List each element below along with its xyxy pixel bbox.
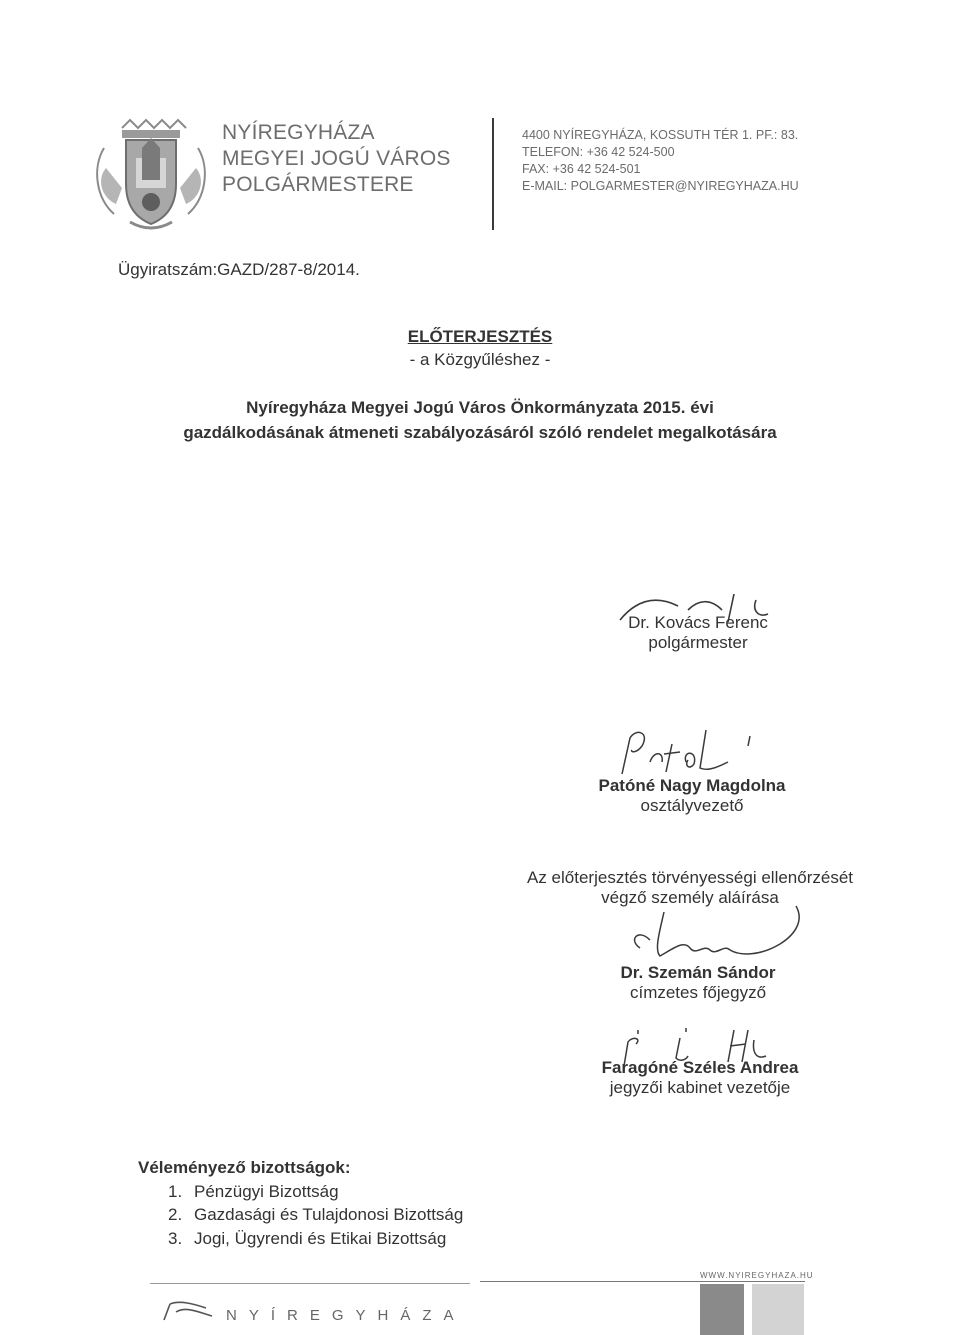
footer-color-block bbox=[700, 1284, 744, 1335]
issuer-line: MEGYEI JOGÚ VÁROS bbox=[222, 147, 451, 170]
committee-item bbox=[138, 1203, 463, 1227]
issuer-line: POLGÁRMESTERE bbox=[222, 173, 414, 196]
signatory-name: Dr. Szemán Sándor bbox=[620, 963, 776, 982]
handwritten-signature bbox=[620, 900, 820, 964]
coat-of-arms bbox=[92, 118, 210, 236]
address-line: 4400 NYÍREGYHÁZA, KOSSUTH TÉR 1. PF.: 83. bbox=[522, 128, 799, 142]
signatory-chief-notary bbox=[538, 963, 858, 1003]
signatory-mayor bbox=[538, 613, 858, 653]
footer-logo-icon bbox=[160, 1298, 216, 1322]
footer-color-block bbox=[752, 1284, 804, 1335]
footer-city-name: NYÍREGYHÁZA bbox=[226, 1307, 466, 1324]
legal-check-line: Az előterjesztés törvényességi ellenőrzését bbox=[527, 868, 853, 887]
signatory-role: polgármester bbox=[648, 633, 748, 652]
signatory-name: Dr. Kovács Ferenc bbox=[628, 613, 768, 632]
subject-line-1: Nyíregyháza Megyei Jogú Város Önkormányzata 2015. évi bbox=[246, 398, 714, 417]
fax-line: FAX: +36 42 524-501 bbox=[522, 162, 641, 176]
subject-line-2: gazdálkodásának átmeneti szabályozásáról szóló rendelet megalkotására bbox=[183, 423, 777, 442]
signatory-name: Faragóné Széles Andrea bbox=[601, 1058, 799, 1077]
phone-line: TELEFON: +36 42 524-500 bbox=[522, 145, 675, 159]
signatory-role: jegyzői kabinet vezetője bbox=[609, 1078, 791, 1097]
legal-check-line: végző személy aláírása bbox=[601, 888, 779, 907]
committees-heading: Véleményező bizottságok: bbox=[138, 1158, 351, 1177]
footer-rule bbox=[150, 1283, 470, 1284]
contact-block bbox=[522, 127, 799, 195]
signatory-department-head bbox=[532, 776, 852, 816]
committee-number: 1. bbox=[168, 1181, 183, 1201]
document-subtitle: - a Közgyűléshez - bbox=[409, 350, 551, 369]
reviewing-committees bbox=[138, 1156, 463, 1250]
footer-rule bbox=[480, 1281, 805, 1282]
issuer-line: NYÍREGYHÁZA bbox=[222, 121, 375, 144]
signatory-cabinet-head bbox=[540, 1058, 860, 1098]
email-line: E-MAIL: POLGARMESTER@NYIREGYHAZA.HU bbox=[522, 179, 799, 193]
header-divider bbox=[492, 118, 494, 230]
handwritten-signature bbox=[610, 722, 770, 778]
document-title: ELŐTERJESZTÉS bbox=[407, 327, 553, 346]
file-number: Ügyiratszám:GAZD/287-8/2014. bbox=[118, 260, 360, 279]
committee-item bbox=[138, 1180, 463, 1204]
signatory-name: Patóné Nagy Magdolna bbox=[598, 776, 786, 795]
committee-label: Gazdasági és Tulajdonosi Bizottság bbox=[194, 1205, 464, 1224]
committee-number: 3. bbox=[168, 1228, 183, 1248]
committee-label: Pénzügyi Bizottság bbox=[194, 1181, 339, 1201]
signatory-role: osztályvezető bbox=[640, 796, 744, 815]
committee-item bbox=[138, 1227, 463, 1251]
signatory-role: címzetes főjegyző bbox=[629, 983, 767, 1002]
footer-website: WWW.NYIREGYHAZA.HU bbox=[700, 1271, 814, 1280]
committee-number: 2. bbox=[168, 1205, 183, 1224]
issuer-name bbox=[222, 120, 451, 198]
committee-label: Jogi, Ügyrendi és Etikai Bizottság bbox=[194, 1228, 447, 1248]
